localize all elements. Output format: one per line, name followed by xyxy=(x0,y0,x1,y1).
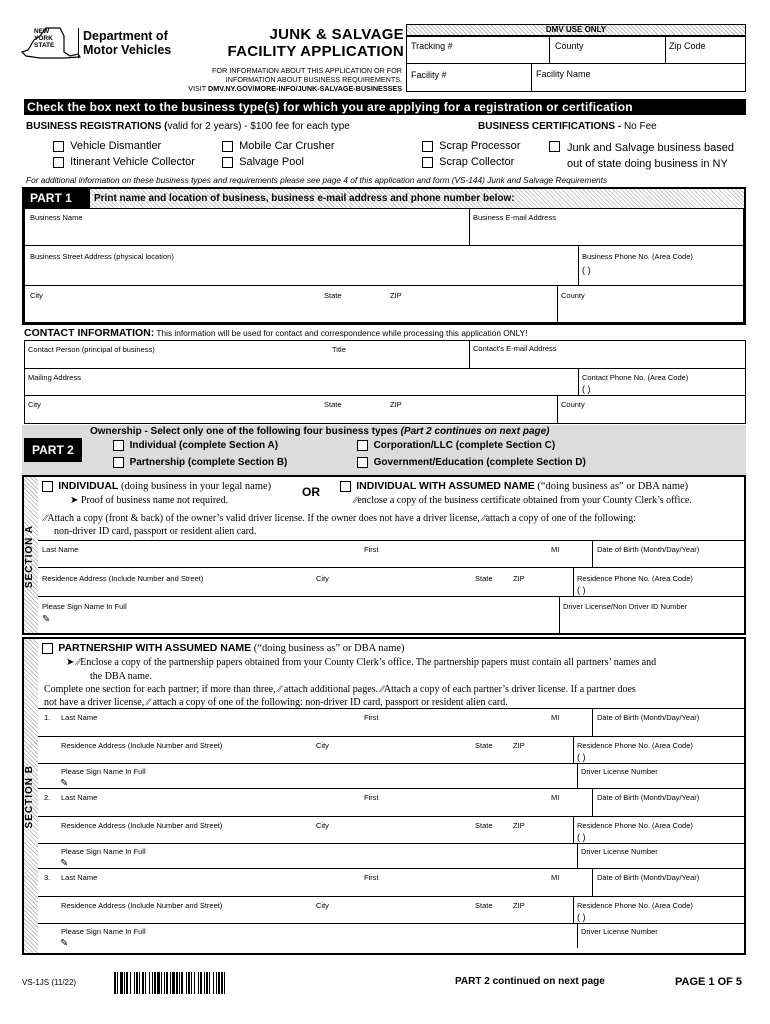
contact-title-field[interactable]: Title xyxy=(332,345,346,354)
barcode-bar xyxy=(145,972,146,994)
info-url-link[interactable]: DMV.NY.GOV/MORE-INFO/JUNK-SALVAGE-BUSINESSES xyxy=(208,84,402,94)
partner-first-name-field[interactable]: First xyxy=(364,793,379,802)
partner-last-name-field[interactable]: Last Name xyxy=(61,873,98,882)
partnership-enclose-text-2: the DBA name. xyxy=(90,671,152,682)
barcode-bar xyxy=(157,972,160,994)
scrap-collector-checkbox[interactable] xyxy=(422,157,433,168)
partner-first-name-field[interactable]: First xyxy=(364,873,379,882)
partnership-complete-text-2: not have a driver license, ∕∕ attach a copy of one of the following: non-driver ID card, passport or resident alien card. xyxy=(44,697,508,708)
row-divider xyxy=(38,567,744,568)
continued-text: PART 2 continued on next page xyxy=(455,976,605,987)
attach-license-text-2: non-driver ID card, passport or resident alien card. xyxy=(54,526,257,537)
part1-fields xyxy=(24,208,744,323)
business-county-field[interactable]: County xyxy=(561,291,585,300)
partner-dob-field[interactable]: Date of Birth (Month/Day/Year) xyxy=(597,713,700,722)
col-divider xyxy=(592,788,593,816)
barcode-bar xyxy=(124,972,125,994)
partner-signature-field[interactable]: Please Sign Name In Full xyxy=(61,927,146,936)
partner-license-field[interactable]: Driver License Number xyxy=(581,927,658,936)
col-divider xyxy=(592,708,593,736)
assumed-name-option[interactable]: INDIVIDUAL WITH ASSUMED NAME (“doing business as” or DBA name) xyxy=(340,480,688,492)
row-divider xyxy=(38,540,744,541)
a-state-field[interactable]: State xyxy=(475,574,493,583)
partner-state-field[interactable]: State xyxy=(475,741,493,750)
facility-name-field[interactable]: Facility Name xyxy=(536,69,591,79)
partner-first-name-field[interactable]: First xyxy=(364,713,379,722)
barcode-bar xyxy=(136,972,138,994)
col-divider xyxy=(573,736,574,763)
contact-phone-field[interactable]: Contact Phone No. (Area Code) xyxy=(582,373,689,382)
a-residence-field[interactable]: Residence Address (Include Number and Street) xyxy=(42,574,204,583)
dmv-box-divider xyxy=(549,36,550,63)
ownership-title: Ownership - Select only one of the following four business types (Part 2 continues on next page) xyxy=(90,426,550,437)
barcode-bar xyxy=(198,972,199,994)
corporation-option[interactable]: Corporation/LLC (complete Section C) xyxy=(357,440,555,451)
barcode-bar xyxy=(134,972,135,994)
row-divider xyxy=(38,816,744,817)
col-divider xyxy=(573,567,574,596)
paperclip-icon: ∕∕ xyxy=(44,513,48,524)
scrap-processor-option[interactable]: Scrap Processor xyxy=(422,140,520,152)
a-mi-field[interactable]: MI xyxy=(551,545,560,554)
col-divider xyxy=(573,896,574,923)
partner-phone-field[interactable]: Residence Phone No. (Area Code) xyxy=(577,901,693,910)
barcode-bar xyxy=(188,972,190,994)
dmv-box-divider xyxy=(665,36,666,63)
partner-mi-field[interactable]: MI xyxy=(551,873,560,882)
barcode-bar xyxy=(117,972,118,994)
partner-residence-field[interactable]: Residence Address (Include Number and Street) xyxy=(61,741,223,750)
part2-tag: PART 2 xyxy=(24,438,82,462)
a-license-field[interactable]: Driver License/Non Driver ID Number xyxy=(563,602,688,611)
business-street-field[interactable]: Business Street Address (physical location) xyxy=(30,252,174,261)
barcode-bar xyxy=(200,972,202,994)
contact-state-field[interactable]: State xyxy=(324,400,342,409)
out-of-state-label: Junk and Salvage business based out of state doing business in NY xyxy=(567,142,734,170)
scrap-collector-option[interactable]: Scrap Collector xyxy=(422,156,514,168)
individual-option[interactable]: Individual (complete Section A) xyxy=(113,440,278,451)
vehicle-dismantler-option[interactable]: Vehicle Dismantler xyxy=(53,140,161,152)
part1-tag: PART 1 xyxy=(24,189,90,208)
paperclip-icon: ∕∕ xyxy=(354,495,358,506)
business-phone-field[interactable]: Business Phone No. (Area Code) xyxy=(582,252,693,261)
a-city-field[interactable]: City xyxy=(316,574,329,583)
partner-number: 2. xyxy=(44,793,51,802)
col-divider xyxy=(592,540,593,567)
barcode-bar xyxy=(179,972,180,994)
vehicle-dismantler-checkbox[interactable] xyxy=(53,141,64,152)
a-last-name-field[interactable]: Last Name xyxy=(42,545,79,554)
facility-number-field[interactable]: Facility # xyxy=(411,70,447,80)
contact-phone-paren: ( ) xyxy=(582,384,591,394)
row-divider xyxy=(38,896,744,897)
dmv-box-divider xyxy=(406,63,746,64)
government-checkbox[interactable] xyxy=(357,457,368,468)
business-name-field[interactable]: Business Name xyxy=(30,213,83,222)
tracking-field[interactable]: Tracking # xyxy=(411,41,453,51)
barcode-bar xyxy=(130,972,131,994)
contact-person-field[interactable]: Contact Person (principal of business) xyxy=(28,345,155,354)
row-divider xyxy=(38,923,744,924)
col-divider xyxy=(578,368,579,395)
scrap-processor-checkbox[interactable] xyxy=(422,141,433,152)
row-divider xyxy=(38,596,744,597)
partner-phone-field[interactable]: Residence Phone No. (Area Code) xyxy=(577,821,693,830)
barcode-bar xyxy=(149,972,150,994)
row-divider xyxy=(38,788,744,789)
partner-mi-field[interactable]: MI xyxy=(551,793,560,802)
a-dob-field[interactable]: Date of Birth (Month/Day/Year) xyxy=(597,545,700,554)
barcode-bar xyxy=(224,972,225,994)
contact-city-field[interactable]: City xyxy=(28,400,41,409)
out-of-state-checkbox[interactable] xyxy=(549,141,560,152)
paperclip-icon: ∕∕ xyxy=(482,513,486,524)
salvage-pool-checkbox[interactable] xyxy=(222,157,233,168)
mailing-address-field[interactable]: Mailing Address xyxy=(28,373,81,382)
contact-zip-field[interactable]: ZIP xyxy=(390,400,402,409)
dmv-county-field[interactable]: County xyxy=(555,41,584,51)
partner-number: 1. xyxy=(44,713,51,722)
paperclip-icon: ∕∕ xyxy=(278,684,282,695)
partnership-assumed-option[interactable]: PARTNERSHIP WITH ASSUMED NAME (“doing business as” or DBA name) xyxy=(42,642,405,654)
partner-city-field[interactable]: City xyxy=(316,821,329,830)
corporation-checkbox[interactable] xyxy=(357,440,368,451)
barcode-bar xyxy=(191,972,192,994)
barcode-bar xyxy=(213,972,214,994)
partner-dob-field[interactable]: Date of Birth (Month/Day/Year) xyxy=(597,793,700,802)
row-divider xyxy=(24,245,744,246)
a-zip-field[interactable]: ZIP xyxy=(513,574,525,583)
dmv-use-only-label: DMV USE ONLY xyxy=(545,25,607,34)
contact-email-field[interactable]: Contact's E-mail Address xyxy=(473,344,557,353)
barcode-bar xyxy=(221,972,223,994)
partner-phone-paren: ( ) xyxy=(577,752,586,762)
proof-text: ➤ Proof of business name not required. xyxy=(70,495,229,506)
mobile-crusher-option[interactable]: Mobile Car Crusher xyxy=(222,140,335,152)
section-b-label: SECTION B xyxy=(24,765,35,829)
itinerant-option[interactable]: Itinerant Vehicle Collector xyxy=(53,156,195,168)
row-divider xyxy=(38,843,744,844)
form-id: VS-1JS (11/22) xyxy=(22,978,77,987)
partner-last-name-field[interactable]: Last Name xyxy=(61,713,98,722)
partnership-checkbox[interactable] xyxy=(113,457,124,468)
enclose-text: ∕∕enclose a copy of the business certificate obtained from your County Clerk’s office. xyxy=(354,495,692,506)
col-divider xyxy=(577,843,578,868)
barcode-bar xyxy=(204,972,205,994)
dmv-zip-field[interactable]: Zip Code xyxy=(669,41,706,51)
partner-signature-field[interactable]: Please Sign Name In Full xyxy=(61,847,146,856)
partner-signature-field[interactable]: Please Sign Name In Full xyxy=(61,767,146,776)
registrations-title: BUSINESS REGISTRATIONS (valid for 2 years) - $100 fee for each type xyxy=(26,121,350,132)
row-divider xyxy=(24,368,746,369)
paperclip-icon: ∕∕ xyxy=(76,657,81,668)
partner-mi-field[interactable]: MI xyxy=(551,713,560,722)
page-number: PAGE 1 OF 5 xyxy=(675,976,743,988)
individual-sub-option[interactable]: INDIVIDUAL (doing business in your legal name) xyxy=(42,480,271,492)
row-divider xyxy=(24,395,746,396)
barcode-bar xyxy=(164,972,165,994)
certifications-title: BUSINESS CERTIFICATIONS - No Fee xyxy=(478,121,657,132)
a-first-name-field[interactable]: First xyxy=(364,545,379,554)
partner-phone-paren: ( ) xyxy=(577,832,586,842)
partner-phone-field[interactable]: Residence Phone No. (Area Code) xyxy=(577,741,693,750)
col-divider xyxy=(578,245,579,285)
partner-residence-field[interactable]: Residence Address (Include Number and Street) xyxy=(61,821,223,830)
salvage-pool-option[interactable]: Salvage Pool xyxy=(222,156,304,168)
barcode-bar xyxy=(139,972,140,994)
col-divider xyxy=(592,868,593,896)
barcode-bar xyxy=(176,972,178,994)
col-divider xyxy=(577,763,578,788)
barcode-bar xyxy=(170,972,171,994)
barcode-bar xyxy=(194,972,195,994)
barcode-bar xyxy=(166,972,168,994)
business-city-field[interactable]: City xyxy=(30,291,43,300)
col-divider xyxy=(557,285,558,323)
row-divider xyxy=(38,736,744,737)
section-a-label: SECTION A xyxy=(24,525,35,589)
business-state-field[interactable]: State xyxy=(324,291,342,300)
individual-checkbox[interactable] xyxy=(113,440,124,451)
barcode-bar xyxy=(114,972,116,994)
types-note: For additional information on these business types and requirements please see page 4 of this application and form (VS-144) Junk and Salvage Requirements xyxy=(26,175,608,185)
barcode-bar xyxy=(181,972,183,994)
partner-phone-paren: ( ) xyxy=(577,912,586,922)
mobile-crusher-checkbox[interactable] xyxy=(222,141,233,152)
col-divider xyxy=(559,596,560,633)
barcode-bar xyxy=(216,972,217,994)
barcode-bar xyxy=(161,972,162,994)
attach-license-text: ∕∕Attach a copy (front & back) of the owner’s valid driver license. If the owner does not have a driver license, ∕∕attach a copy of one of the following: xyxy=(44,513,636,524)
part1-title: Print name and location of business, business e-mail address and phone number below: xyxy=(94,193,515,204)
contact-title: CONTACT INFORMATION: This information will be used for contact and correspondence while processing this application ONLY! xyxy=(24,327,528,339)
form-title: JUNK & SALVAGE FACILITY APPLICATION xyxy=(227,26,404,60)
partner-zip-field[interactable]: ZIP xyxy=(513,821,525,830)
row-divider xyxy=(38,708,744,709)
col-divider xyxy=(469,208,470,245)
itinerant-checkbox[interactable] xyxy=(53,157,64,168)
partner-last-name-field[interactable]: Last Name xyxy=(61,793,98,802)
partner-zip-field[interactable]: ZIP xyxy=(513,741,525,750)
barcode-bar xyxy=(126,972,128,994)
individual-sub-checkbox[interactable] xyxy=(42,481,53,492)
paperclip-icon: ∕∕ xyxy=(380,684,384,695)
col-divider xyxy=(577,923,578,948)
partner-state-field[interactable]: State xyxy=(475,821,493,830)
barcode-bar xyxy=(218,972,220,994)
a-res-phone-field[interactable]: Residence Phone No. (Area Code) xyxy=(577,574,693,583)
barcode-bar xyxy=(209,972,210,994)
contact-county-field[interactable]: County xyxy=(561,400,585,409)
row-divider xyxy=(24,285,744,286)
col-divider xyxy=(469,340,470,368)
ny-state-wordmark: NEW YORK STATE xyxy=(34,28,55,49)
assumed-name-checkbox[interactable] xyxy=(340,481,351,492)
partner-zip-field[interactable]: ZIP xyxy=(513,901,525,910)
dmv-box-divider xyxy=(531,63,532,92)
partnership-enclose-text: ➤ ∕∕Enclose a copy of the partnership papers obtained from your County Clerk’s office. The partnership papers must contain all partners’ names and xyxy=(66,657,657,668)
out-of-state-option[interactable] xyxy=(549,140,560,152)
business-email-field[interactable]: Business E-mail Address xyxy=(473,213,556,222)
row-divider xyxy=(38,868,744,869)
business-type-banner: Check the box next to the business type(s) for which you are applying for a registration or certification xyxy=(24,99,746,115)
partnership-assumed-checkbox[interactable] xyxy=(42,643,53,654)
barcode-bar xyxy=(172,972,175,994)
pen-icon: ✎ xyxy=(42,614,51,625)
barcode-bar xyxy=(152,972,153,994)
row-divider xyxy=(38,763,744,764)
col-divider xyxy=(573,816,574,843)
paperclip-icon: ∕∕ xyxy=(146,697,151,708)
partner-city-field[interactable]: City xyxy=(316,741,329,750)
business-phone-paren: ( ) xyxy=(582,265,591,275)
government-option[interactable]: Government/Education (complete Section D) xyxy=(357,457,586,468)
partner-residence-field[interactable]: Residence Address (Include Number and Street) xyxy=(61,901,223,910)
partner-dob-field[interactable]: Date of Birth (Month/Day/Year) xyxy=(597,873,700,882)
partner-state-field[interactable]: State xyxy=(475,901,493,910)
partner-license-field[interactable]: Driver License Number xyxy=(581,847,658,856)
a-res-phone-paren: ( ) xyxy=(577,585,586,595)
logo-divider xyxy=(78,28,79,58)
barcode-bar xyxy=(186,972,187,994)
partner-number: 3. xyxy=(44,873,51,882)
business-zip-field[interactable]: ZIP xyxy=(390,291,402,300)
barcode xyxy=(114,972,278,994)
or-text: OR xyxy=(302,485,320,499)
a-signature-field[interactable]: Please Sign Name In Full xyxy=(42,602,127,611)
info-text: FOR INFORMATION ABOUT THIS APPLICATION OR FOR INFORMATION ABOUT BUSINESS REQUIREMENTS, VISIT DMV.NY.GOV/MORE-INFO/JUNK-SALVAGE-BUSINESSES xyxy=(188,66,402,94)
partner-city-field[interactable]: City xyxy=(316,901,329,910)
barcode-bar xyxy=(142,972,144,994)
pen-icon: ✎ xyxy=(60,778,69,789)
pen-icon: ✎ xyxy=(60,938,69,949)
col-divider xyxy=(557,395,558,424)
pen-icon: ✎ xyxy=(60,858,69,869)
barcode-bar xyxy=(206,972,208,994)
partner-license-field[interactable]: Driver License Number xyxy=(581,767,658,776)
barcode-bar xyxy=(154,972,156,994)
partnership-complete-text: Complete one section for each partner; if more than three, ∕∕ attach additional pages. ∕∕Attach a copy of each partner’s driver license. If a partner does xyxy=(44,684,636,695)
barcode-bar xyxy=(120,972,123,994)
partnership-option[interactable]: Partnership (complete Section B) xyxy=(113,457,287,468)
dmv-name: Department of Motor Vehicles xyxy=(83,29,172,57)
